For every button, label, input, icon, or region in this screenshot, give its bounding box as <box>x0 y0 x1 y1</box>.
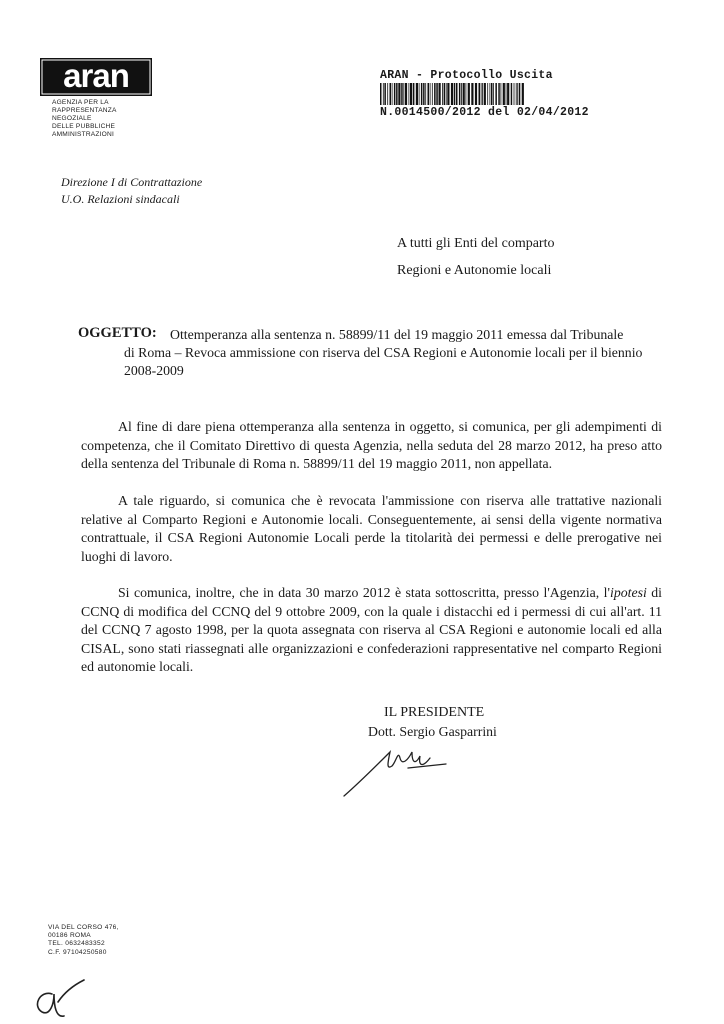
barcode-bar <box>507 83 509 105</box>
barcode-bar <box>514 83 515 105</box>
barcode-bar <box>459 83 461 105</box>
barcode-bar <box>466 83 467 105</box>
barcode-bar <box>436 83 438 105</box>
barcode-bar <box>506 83 507 105</box>
barcode-bar <box>468 83 470 105</box>
department-line: Direzione I di Contrattazione <box>61 175 203 189</box>
signatory-name: Dott. Sergio Gasparrini <box>368 724 497 739</box>
subject-text: Ottemperanza alla sentenza n. 58899/11 del 19 maggio 2011 emessa dal Tribunale <box>170 327 624 342</box>
barcode-bar <box>482 83 483 105</box>
barcode-bar <box>416 83 418 105</box>
barcode-bar <box>517 83 518 105</box>
barcode-bar <box>484 83 486 105</box>
barcode-bar <box>425 83 426 105</box>
barcode-bar <box>403 83 404 105</box>
address-line: C.F. 97104250580 <box>48 948 107 956</box>
barcode-bar <box>498 83 500 105</box>
barcode <box>380 83 526 105</box>
paragraph-text: Si comunica, inoltre, che in data 30 marzo 2012 è stata sottoscritta, presso l'Agenzia, l' <box>118 585 610 600</box>
agency-line: DELLE PUBBLICHE <box>52 123 116 130</box>
logo-text: aran <box>63 58 129 94</box>
barcode-bar <box>413 83 415 105</box>
address-line: 00186 ROMA <box>48 932 91 940</box>
barcode-bar <box>446 83 447 105</box>
barcode-bar <box>475 83 477 105</box>
handwritten-initial <box>28 972 86 1022</box>
body-paragraph: A tale riguardo, si comunica che è revocata l'ammissione con riserva alle trattative nazionali relative al Comparto Regioni e Autonomie locali. Conseguentemente, ai sensi della vigente normativa contrattuale, il CSA Regioni Autonomie Locali perde la titolarità dei permessi e delle prerogative nei luoghi di lavoro. <box>81 493 662 564</box>
agency-line: RAPPRESENTANZA <box>52 107 117 114</box>
barcode-bar <box>439 83 441 105</box>
barcode-bar <box>463 83 465 105</box>
address-line: VIA DEL CORSO 476, <box>48 924 119 931</box>
barcode-bar <box>383 83 384 105</box>
protocol-number: N.0014500/2012 del 02/04/2012 <box>380 106 589 119</box>
recipient-line: A tutti gli Enti del comparto <box>397 236 555 251</box>
barcode-bar <box>409 83 410 105</box>
barcode-bar <box>442 83 443 105</box>
signatory-role: IL PRESIDENTE <box>384 705 485 720</box>
barcode-bar <box>461 83 462 105</box>
paragraph-italic: ipotesi <box>610 585 647 600</box>
barcode-bar <box>493 83 494 105</box>
protocol-title: ARAN - Protocollo Uscita <box>380 69 553 82</box>
barcode-bar <box>454 83 456 105</box>
barcode-bar <box>390 83 392 105</box>
handwritten-signature <box>338 738 458 800</box>
barcode-bar <box>516 83 517 105</box>
agency-line: NEGOZIALE <box>52 115 92 122</box>
barcode-bar <box>444 83 446 105</box>
barcode-bar <box>419 83 420 105</box>
barcode-bar <box>495 83 497 105</box>
barcode-bar <box>398 83 400 105</box>
recipient <box>397 230 554 284</box>
barcode-bar <box>380 83 382 105</box>
barcode-bar <box>434 83 436 105</box>
aran-logo <box>40 58 152 96</box>
barcode-bar <box>481 83 482 105</box>
barcode-bar <box>456 83 458 105</box>
barcode-bar <box>423 83 425 105</box>
barcode-bar <box>428 83 430 105</box>
barcode-bar <box>503 83 505 105</box>
barcode-bar <box>471 83 473 105</box>
barcode-bar <box>522 83 524 105</box>
body-paragraph <box>81 584 662 677</box>
paragraph-text: di CCNQ di modifica del CCNQ del 9 ottobre 2009, con la quale i distacchi ed i permessi di cui all'art. 11 del CCNQ 7 agosto 1998, per la quota assegnata con riserva al CSA Regioni e autonomie locali ed alla CISAL, sono stati riassegnati alle organizzazioni e confederazioni rappresentative nel comparto Regioni ed autonomie locali. <box>81 585 662 674</box>
subject-label: OGGETTO: <box>78 325 157 341</box>
barcode-bar <box>394 83 396 105</box>
agency-line: AGENZIA PER LA <box>52 99 109 106</box>
barcode-bar <box>401 83 403 105</box>
body-paragraph: Al fine di dare piena ottemperanza alla sentenza in oggetto, si comunica, per gli adempimenti di competenza, che il Comitato Direttivo di questa Agenzia, nella seduta del 28 marzo 2012, ha preso atto della sentenza del Tribunale di Roma n. 58899/11 del 19 maggio 2011, non appellata. <box>81 419 662 471</box>
agency-line: AMMINISTRAZIONI <box>52 131 114 138</box>
barcode-bar <box>479 83 481 105</box>
barcode-bar <box>491 83 493 105</box>
barcode-bar <box>410 83 412 105</box>
barcode-bar <box>405 83 407 105</box>
barcode-bar <box>396 83 398 105</box>
barcode-bar <box>451 83 453 105</box>
barcode-bar <box>432 83 433 105</box>
barcode-bar <box>511 83 513 105</box>
agency-name <box>52 99 117 139</box>
barcode-bar <box>421 83 423 105</box>
barcode-bar <box>430 83 431 105</box>
barcode-bar <box>490 83 491 105</box>
department-line: U.O. Relazioni sindacali <box>61 192 180 206</box>
barcode-bar <box>384 83 386 105</box>
recipient-line: Regioni e Autonomie locali <box>397 263 552 278</box>
footer-address <box>48 924 119 957</box>
barcode-bar <box>387 83 388 105</box>
department <box>61 174 202 208</box>
subject-continuation: di Roma – Revoca ammissione con riserva del CSA Regioni e Autonomie locali per il biennio 2008-2009 <box>124 345 643 378</box>
barcode-bar <box>487 83 488 105</box>
barcode-bar <box>501 83 502 105</box>
address-line: TEL. 0632483352 <box>48 940 105 948</box>
barcode-bar <box>447 83 449 105</box>
barcode-bar <box>392 83 393 105</box>
barcode-bar <box>519 83 521 105</box>
